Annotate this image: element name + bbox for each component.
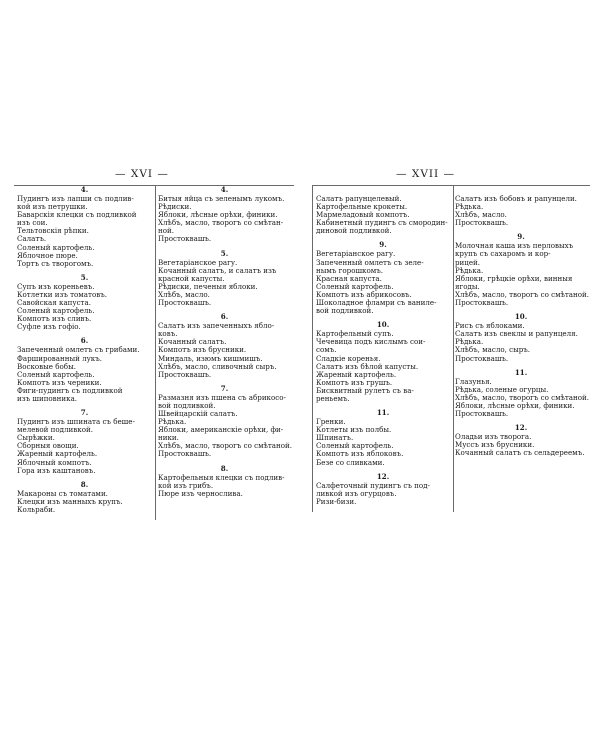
menu-block: [313, 409, 453, 473]
menu-dish-line: Сборныя овощи.: [17, 441, 79, 451]
menu-column: [155, 186, 294, 504]
menu-dish-line: Кочанный салатъ.: [158, 337, 227, 347]
menu-dish-line: ковъ.: [158, 329, 178, 339]
menu-block: [155, 465, 294, 504]
menu-number: 11.: [376, 408, 390, 418]
menu-dish-line: Хлѣбъ, масло, сыръ.: [455, 345, 531, 355]
menu-number: 12.: [376, 471, 390, 481]
menu-dish-line: Ризи-бизи.: [316, 496, 357, 506]
menu-dish-line: Хлѣбъ, масло, творогъ со смѣтаной.: [455, 392, 590, 402]
menu-dish-line: Хлѣбъ, масло, сливочный сыръ.: [158, 361, 277, 371]
menu-dish-line: Фиги-пудингъ съ подливкой: [17, 385, 123, 395]
menu-dish-line: Яблоки, лѣсные орѣхи, финики.: [158, 210, 278, 220]
menu-number: 7.: [80, 408, 89, 418]
menu-dish-line: рицей.: [455, 257, 481, 267]
menu-dish-line: Кабинетный пудингъ съ смородин-: [316, 218, 448, 228]
menu-block: [155, 250, 294, 314]
menu-dish-line: Размазня изъ пшена съ абрикосо-: [158, 392, 286, 402]
menu-block: [14, 481, 155, 520]
menu-dish-line: Восковые бобы.: [17, 361, 76, 371]
menu-block: [14, 186, 155, 274]
menu-dish-line: Безе со сливками.: [316, 457, 385, 467]
page-header-right: — XVII —: [396, 168, 456, 180]
menu-dish-line: Салатъ изъ свеклы и рапунцеля.: [455, 329, 578, 339]
menu-dish-line: Салатъ изъ бобовъ и рапунцели.: [455, 194, 577, 203]
menu-number: 8.: [220, 463, 229, 473]
menu-dish-line: Савойская капуста.: [17, 298, 91, 308]
menu-dish-line: Бисквитный рулетъ съ ва-: [316, 385, 414, 395]
menu-number: 4.: [80, 185, 89, 194]
menu-dish-line: Яблочный компотъ.: [17, 457, 92, 467]
menu-dish-line: Компотъ изъ брусники.: [158, 345, 247, 355]
menu-dish-line: изъ сои.: [17, 218, 48, 228]
menu-dish-line: Котлеты изъ полбы.: [316, 425, 392, 435]
menu-dish-line: Рѣдька.: [455, 337, 484, 347]
menu-number: 10.: [514, 312, 528, 322]
menu-dish-line: Шоколадное фламри съ ваниле-: [316, 298, 437, 308]
menu-dish-line: Соленый картофель.: [17, 369, 95, 379]
menu-dish-line: Картофельныя клецки съ подлив-: [158, 472, 285, 482]
menu-dish-line: Кочанный салатъ, и салатъ изъ: [158, 265, 277, 275]
menu-dish-line: Картофельные крокеты.: [316, 202, 408, 212]
menu-dish-line: Гренки.: [316, 417, 346, 427]
menu-block: [14, 274, 155, 338]
menu-block: [155, 385, 294, 465]
menu-dish-line: Супъ изъ кореньевъ.: [17, 281, 95, 291]
menu-dish-line: Битыя яйца съ зеленымъ лукомъ.: [158, 194, 285, 203]
menu-dish-line: Глазунья.: [455, 376, 492, 386]
menu-dish-line: Компотъ изъ абрикосовъ.: [316, 289, 412, 299]
menu-dish-line: ники.: [158, 433, 179, 443]
menu-dish-line: красной капусты.: [158, 273, 225, 283]
menu-dish-line: Яблочное пюре.: [17, 250, 78, 260]
menu-dish-line: Пудингъ изъ шпината съ бешe-: [17, 417, 135, 427]
menu-dish-line: Компотъ изъ сливъ.: [17, 314, 92, 324]
menu-dish-line: Баварскія клецки съ подливкой: [17, 210, 137, 220]
menu-number: 5.: [220, 248, 229, 258]
menu-column: [452, 186, 590, 463]
menu-dish-line: Рѣдька, соленые огурцы.: [455, 384, 549, 394]
menu-dish-line: Яблоки, грѣцкіе орѣхи, винныя: [455, 273, 573, 283]
menu-dish-line: Простоквашъ.: [455, 298, 509, 308]
menu-dish-line: диновой подливкой.: [316, 226, 392, 236]
menu-dish-line: Швейцарскій салатъ.: [158, 408, 238, 418]
menu-dish-line: сомъ.: [316, 345, 337, 355]
menu-number: 4.: [220, 185, 229, 194]
menu-block: [452, 424, 590, 463]
menu-dish-line: ливкой изъ огурцовъ.: [316, 488, 397, 498]
menu-dish-line: Хлѣбъ, масло.: [455, 210, 507, 220]
menu-dish-line: Простоквашъ.: [158, 298, 212, 308]
menu-dish-line: Муссъ изъ брусники.: [455, 440, 535, 450]
menu-dish-line: Кольраби.: [17, 504, 56, 514]
menu-number: 9.: [379, 240, 387, 250]
menu-dish-line: Рѣдька.: [455, 202, 484, 212]
menu-dish-line: Хлѣбъ, масло, творогъ со смѣтан-: [158, 218, 284, 228]
menu-dish-line: Рисъ съ яблоками.: [455, 321, 525, 331]
menu-dish-line: Салатъ изъ бѣлой капусты.: [316, 361, 419, 371]
menu-dish-line: Соленый картофель.: [17, 242, 95, 252]
menu-dish-line: Мармеладовый компотъ.: [316, 210, 410, 220]
menu-dish-line: Жареный картофель.: [17, 449, 98, 459]
menu-dish-line: Соленый картофель.: [316, 441, 394, 451]
menu-dish-line: Салатъ изъ запеченныхъ ябло-: [158, 321, 275, 331]
menu-number: 12.: [514, 423, 528, 433]
menu-dish-line: Макароны съ томатами.: [17, 488, 108, 498]
menu-dish-line: Простоквашъ.: [455, 408, 509, 418]
menu-dish-line: Тортъ съ творогомъ.: [17, 258, 94, 268]
menu-block: [313, 473, 453, 512]
menu-column: [14, 186, 156, 520]
menu-block: [155, 313, 294, 385]
menu-dish-line: Рѣдька.: [158, 417, 187, 427]
menu-block: [452, 233, 590, 313]
menu-block: [155, 186, 294, 250]
menu-dish-line: Хлѣбъ, масло, творогъ со смѣтаной.: [455, 289, 590, 299]
menu-dish-line: Шпинатъ.: [316, 433, 354, 443]
menu-dish-line: Компотъ изъ грушъ.: [316, 377, 393, 387]
menu-dish-line: ной.: [158, 226, 174, 236]
menu-dish-line: нымъ горошкомъ.: [316, 265, 384, 275]
menu-dish-line: Рѣдиски, печеныя яблоки.: [158, 281, 258, 291]
menu-dish-line: Вегетаріанское рагу.: [316, 249, 396, 259]
menu-dish-line: реньемъ.: [316, 393, 350, 403]
menu-dish-line: Запеченный омлетъ съ зеле-: [316, 257, 424, 267]
menu-dish-line: Тельтовскія рѣпки.: [17, 226, 89, 236]
menu-dish-line: Пудингъ изъ лапши съ подлив-: [17, 194, 134, 203]
menu-number: 8.: [80, 479, 89, 489]
menu-dish-line: Сырѣжки.: [17, 433, 55, 443]
menu-number: 6.: [220, 312, 229, 322]
menu-dish-line: ягоды.: [455, 281, 480, 291]
menu-dish-line: Жареный картофель.: [316, 369, 397, 379]
menu-number: 7.: [220, 383, 229, 393]
menu-dish-line: Пюре изъ черносливa.: [158, 488, 243, 498]
menu-dish-line: Кочанный салатъ съ сельдереемъ.: [455, 448, 585, 458]
menu-dish-line: Клецки изъ манныхъ крупъ.: [17, 496, 123, 506]
menu-dish-line: Вегетаріанское рагу.: [158, 257, 238, 267]
menu-dish-line: кой изъ петрушки.: [17, 202, 88, 212]
menu-dish-line: Суфле изъ гофіо.: [17, 322, 81, 332]
menu-dish-line: изъ шиповника.: [17, 393, 78, 403]
menu-number: 11.: [514, 367, 528, 377]
menu-block: [14, 409, 155, 481]
menu-dish-line: Соленый картофель.: [316, 281, 394, 291]
menu-dish-line: кой изъ грибъ.: [158, 480, 214, 490]
menu-dish-line: Простоквашъ.: [455, 353, 509, 363]
menu-dish-line: Салфеточный пудингъ съ под-: [316, 480, 430, 490]
menu-dish-line: Соленый картофель.: [17, 306, 95, 316]
menu-dish-line: Оладьи изъ творога.: [455, 432, 532, 442]
menu-number: 9.: [517, 232, 525, 242]
menu-block: [452, 313, 590, 368]
menu-dish-line: Салатъ рапунцелевый.: [316, 194, 402, 203]
menu-dish-line: Рѣдиски.: [158, 202, 192, 212]
menu-dish-line: Простоквашъ.: [158, 369, 212, 379]
menu-block: [313, 321, 453, 409]
menu-block: [313, 241, 453, 321]
menu-dish-line: вой подливкой.: [316, 306, 374, 316]
menu-number: 10.: [376, 320, 390, 330]
menu-block: [452, 369, 590, 424]
menu-block: [14, 337, 155, 409]
menu-dish-line: вой подливкой.: [158, 400, 216, 410]
menu-dish-line: Яблоки, американскіе орѣхи, фи-: [158, 425, 284, 435]
menu-dish-line: Сладкіе коренья.: [316, 353, 381, 363]
menu-dish-line: Рѣдька.: [455, 265, 484, 275]
menu-dish-line: Чечевица подъ кислымъ сои-: [316, 337, 426, 347]
menu-dish-line: Котлетки изъ томатовъ.: [17, 289, 107, 299]
menu-dish-line: Хлѣбъ, масло, творогъ со смѣтаной.: [158, 441, 293, 451]
menu-dish-line: Простоквашъ.: [158, 449, 212, 459]
menu-dish-line: Картофельный супъ.: [316, 329, 394, 339]
menu-dish-line: Миндаль, изюмъ кишмишъ.: [158, 353, 263, 363]
menu-dish-line: Компотъ изъ яблоковъ.: [316, 449, 404, 459]
menu-dish-line: Яблоки, лѣсные орѣхи, финики.: [455, 400, 575, 410]
menu-dish-line: Простоквашъ.: [455, 218, 509, 228]
menu-dish-line: Запеченный омлетъ съ грибами.: [17, 345, 140, 355]
menu-dish-line: крупъ съ сахаромъ и кор-: [455, 249, 551, 259]
menu-number: 5.: [80, 272, 89, 282]
menu-block: [313, 186, 453, 241]
menu-dish-line: Простоквашъ.: [158, 234, 212, 244]
menu-column: [312, 186, 454, 512]
page-header-left: — XVI —: [115, 168, 169, 180]
menu-dish-line: Фаршированный лукъ.: [17, 353, 102, 363]
menu-block: [452, 186, 590, 233]
menu-dish-line: Красная капуста.: [316, 273, 382, 283]
menu-dish-line: Салатъ.: [17, 234, 47, 244]
menu-number: 6.: [80, 336, 89, 346]
menu-dish-line: Молочная каша изъ перловыхъ: [455, 241, 574, 251]
menu-dish-line: Компотъ изъ черники.: [17, 377, 102, 387]
menu-dish-line: мелевой подливкой.: [17, 425, 93, 435]
menu-dish-line: Хлѣбъ, масло.: [158, 289, 210, 299]
menu-dish-line: Гора изъ каштановъ.: [17, 465, 96, 475]
